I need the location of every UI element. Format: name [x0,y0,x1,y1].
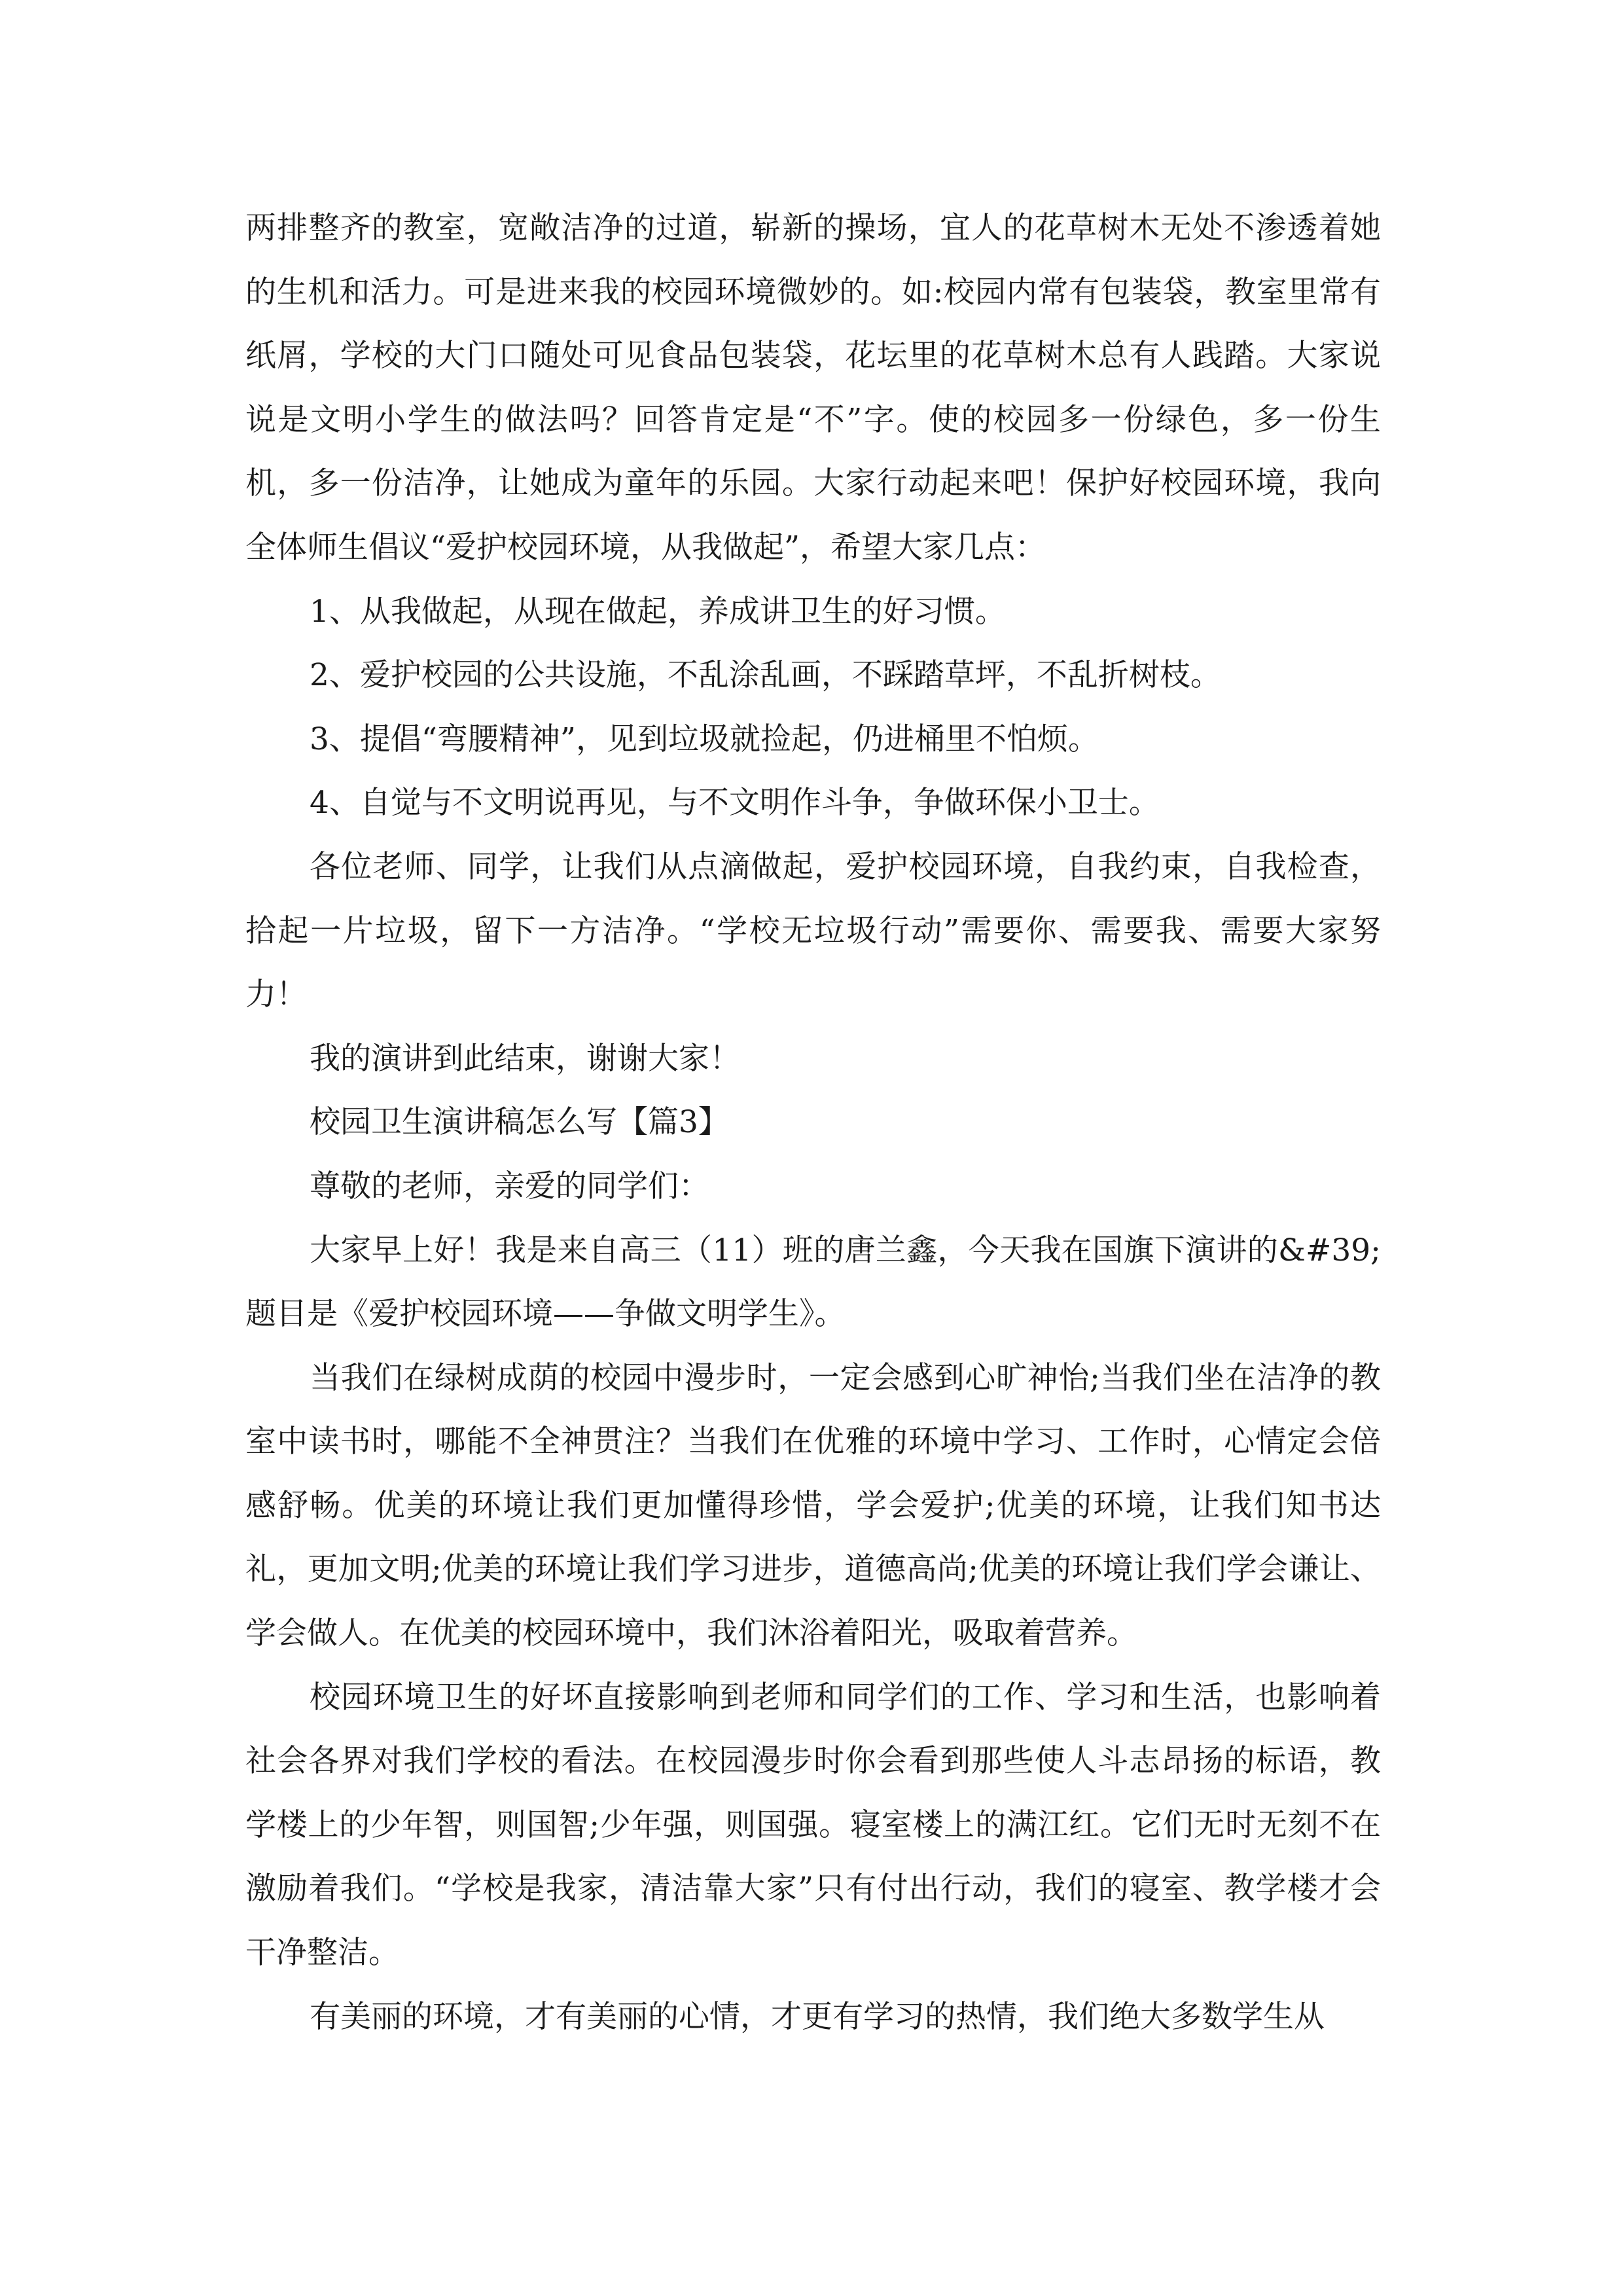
paragraph-greeting: 大家早上好！我是来自高三（11）班的唐兰鑫，今天我在国旗下演讲的&#39;题目是《爱护校园环境——争做文明学生》。 [245,1232,1381,1333]
proposal-item-4: 4、自觉与不文明说再见，与不文明作斗争，争做环保小卫士。 [310,785,1160,821]
salutation: 尊敬的老师，亲爱的同学们： [310,1168,709,1204]
paragraph-appeal: 各位老师、同学，让我们从点滴做起，爱护校园环境，自我约束，自我检查，拾起一片垃圾，留下一方洁净。“学校无垃圾行动”需要你、需要我、需要大家努力！ [245,848,1381,1013]
paragraph-closing: 我的演讲到此结束，谢谢大家！ [310,1040,740,1077]
paragraph-continuation: 两排整齐的教室，宽敞洁净的过道，崭新的操场，宜人的花草树木无处不渗透着她的生机和活力。可是进来我的校园环境微妙的。如:校园内常有包装袋，教室里常有纸屑，学校的大门口随处可见食品包装袋，花坛里的花草树木总有人践踏。大家说说是文明小学生的做法吗？回答肯定是“不”字。使的校园多一份绿色，多一份生机，多一份洁净，让她成为童年的乐园。大家行动起来吧！保护好校园环境，我向全体师生倡议“爱护校园环境，从我做起”，希望大家几点： [245,210,1381,565]
paragraph-final: 有美丽的环境，才有美丽的心情，才更有学习的热情，我们绝大多数学生从 [310,1998,1325,2035]
paragraph-environment: 当我们在绿树成荫的校园中漫步时，一定会感到心旷神怡;当我们坐在洁净的教室中读书时，哪能不全神贯注？当我们在优雅的环境中学习、工作时，心情定会倍感舒畅。优美的环境让我们更加懂得珍惜，学会爱护;优美的环境，让我们知书达礼，更加文明;优美的环境让我们学习进步，道德高尚;优美的环境让我们学会谦让、学会做人。在优美的校园环境中，我们沐浴着阳光，吸取着营养。 [245,1359,1381,1652]
proposal-item-1: 1、从我做起，从现在做起，养成讲卫生的好习惯。 [310,593,1006,630]
section-heading: 校园卫生演讲稿怎么写【篇3】 [310,1104,729,1141]
proposal-item-2: 2、爱护校园的公共设施，不乱涂乱画，不踩踏草坪，不乱折树枝。 [310,657,1221,694]
paragraph-hygiene: 校园环境卫生的好坏直接影响到老师和同学们的工作、学习和生活，也影响着社会各界对我们学校的看法。在校园漫步时你会看到那些使人斗志昂扬的标语，教学楼上的少年智，则国智;少年强，则国强。寝室楼上的满江红。它们无时无刻不在激励着我们。“学校是我家，清洁靠大家”只有付出行动，我们的寝室、教学楼才会干净整洁。 [245,1679,1381,1971]
document-body [245,196,1381,2049]
proposal-item-3: 3、提倡“弯腰精神”，见到垃圾就捡起，仍进桶里不怕烦。 [310,721,1099,757]
